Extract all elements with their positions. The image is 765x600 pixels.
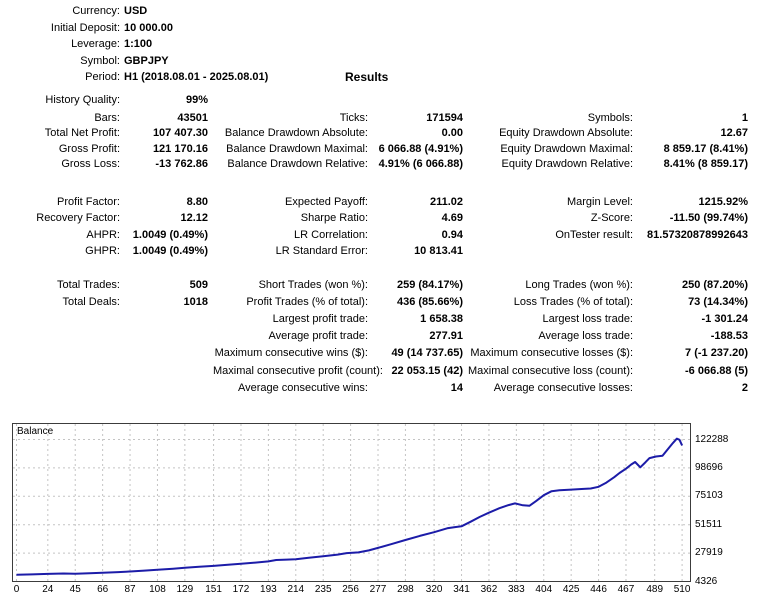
stat-value: 121 170.16 bbox=[152, 142, 208, 155]
chart-plot-border bbox=[13, 424, 691, 582]
stat-value: 73 (14.34%) bbox=[688, 295, 748, 308]
y-axis-tick-label: 98696 bbox=[695, 461, 723, 473]
stat-label: Loss Trades (% of total): bbox=[513, 295, 633, 308]
stat-label: Total Trades: bbox=[57, 278, 120, 291]
x-axis-tick-label: 320 bbox=[425, 584, 443, 595]
x-axis-tick-label: 214 bbox=[287, 584, 305, 595]
stat-value: 6 066.88 (4.91%) bbox=[378, 142, 463, 155]
stat-label: Maximum consecutive losses ($): bbox=[470, 347, 633, 360]
y-axis-tick-label: 27919 bbox=[695, 547, 723, 559]
stat-value: 1.0049 (0.49%) bbox=[132, 228, 208, 241]
stat-label: Leverage: bbox=[71, 38, 120, 51]
stat-value: 8 859.17 (8.41%) bbox=[663, 142, 748, 155]
stat-label: Total Net Profit: bbox=[44, 127, 120, 140]
stat-label: Balance Drawdown Absolute: bbox=[224, 127, 368, 140]
stat-value: 49 (14 737.65) bbox=[391, 347, 463, 360]
x-axis-tick-label: 467 bbox=[617, 584, 635, 595]
stat-value: 8.41% (8 859.17) bbox=[663, 158, 748, 171]
stat-label: Equity Drawdown Maximal: bbox=[500, 142, 633, 155]
stat-value: 436 (85.66%) bbox=[396, 295, 463, 308]
stat-value: 171594 bbox=[426, 111, 463, 124]
x-axis-tick-label: 235 bbox=[314, 584, 332, 595]
stat-label: Ticks: bbox=[339, 111, 368, 124]
stat-label: Short Trades (won %): bbox=[258, 278, 368, 291]
stat-label: Balance Drawdown Relative: bbox=[227, 158, 368, 171]
stat-value: -1 301.24 bbox=[701, 312, 748, 325]
stat-label: History Quality: bbox=[45, 93, 120, 106]
stat-label: OnTester result: bbox=[555, 228, 633, 241]
stat-label: Average consecutive losses: bbox=[493, 381, 633, 394]
x-axis-tick-label: 446 bbox=[590, 584, 607, 595]
stat-label: Profit Trades (% of total): bbox=[246, 295, 368, 308]
stat-value: 99% bbox=[185, 93, 208, 106]
stat-value: 1215.92% bbox=[698, 196, 748, 208]
stat-label: Long Trades (won %): bbox=[525, 278, 633, 291]
y-axis-tick-label: 75103 bbox=[695, 490, 723, 502]
y-axis-tick-label: 4326 bbox=[695, 575, 718, 587]
balance-chart bbox=[12, 423, 691, 582]
stat-label: Maximal consecutive profit (count): bbox=[213, 364, 383, 377]
stat-label: Largest loss trade: bbox=[542, 312, 633, 325]
x-axis-tick-label: 108 bbox=[149, 584, 166, 595]
x-axis-tick-label: 277 bbox=[369, 584, 387, 595]
x-axis-tick-label: 151 bbox=[205, 584, 222, 595]
x-axis-tick-label: 256 bbox=[342, 584, 359, 595]
stat-value: 107 407.30 bbox=[152, 127, 208, 140]
stat-label: Symbol: bbox=[80, 54, 120, 67]
stat-label: GHPR: bbox=[85, 244, 120, 257]
stat-value: 1018 bbox=[183, 295, 208, 308]
x-axis-tick-label: 404 bbox=[535, 584, 553, 595]
stat-value: 10 813.41 bbox=[414, 244, 463, 257]
stat-label: Recovery Factor: bbox=[36, 212, 120, 225]
stat-label: LR Correlation: bbox=[294, 228, 368, 241]
stat-label: Total Deals: bbox=[62, 295, 120, 308]
stat-label: Symbols: bbox=[587, 111, 633, 124]
stat-label: Expected Payoff: bbox=[285, 196, 368, 208]
stat-label: Z-Score: bbox=[590, 212, 633, 225]
stat-label: Bars: bbox=[94, 111, 120, 124]
stat-value: GBPJPY bbox=[124, 54, 169, 67]
x-axis-tick-label: 341 bbox=[453, 584, 470, 595]
x-axis-tick-label: 383 bbox=[508, 584, 525, 595]
stat-value: 211.02 bbox=[429, 196, 463, 208]
stat-value: USD bbox=[124, 5, 148, 17]
stat-value: 8.80 bbox=[186, 196, 208, 208]
stat-label: Period: bbox=[85, 71, 120, 84]
stat-label: Equity Drawdown Relative: bbox=[501, 158, 633, 171]
stat-value: 4.69 bbox=[441, 212, 463, 225]
stat-label: Margin Level: bbox=[566, 196, 633, 208]
stat-label: Initial Deposit: bbox=[50, 21, 120, 34]
stat-label: AHPR: bbox=[86, 228, 120, 241]
stat-label: Gross Profit: bbox=[58, 142, 120, 155]
y-axis-tick-label: 51511 bbox=[695, 518, 723, 530]
stat-value: 1 bbox=[741, 111, 748, 124]
stat-label: LR Standard Error: bbox=[275, 244, 368, 257]
x-axis-tick-label: 489 bbox=[646, 584, 664, 595]
stat-value: -13 762.86 bbox=[155, 158, 208, 171]
x-axis-tick-label: 298 bbox=[397, 584, 414, 595]
stat-label: Largest profit trade: bbox=[272, 312, 368, 325]
stat-value: 0.94 bbox=[441, 228, 463, 241]
stat-value: 12.12 bbox=[180, 212, 208, 225]
x-axis-tick-label: 45 bbox=[69, 584, 81, 595]
stat-value: -11.50 (99.74%) bbox=[669, 212, 748, 225]
x-axis-tick-label: 0 bbox=[13, 584, 20, 595]
x-axis-tick-label: 425 bbox=[562, 584, 580, 595]
stat-label: Sharpe Ratio: bbox=[300, 212, 368, 225]
stat-value: 0.00 bbox=[441, 127, 463, 140]
stat-label: Profit Factor: bbox=[57, 196, 120, 208]
stat-value: 1:100 bbox=[124, 38, 153, 51]
stat-value: 250 (87.20%) bbox=[681, 278, 748, 291]
stat-label: Equity Drawdown Absolute: bbox=[499, 127, 633, 140]
stat-value: 2 bbox=[741, 381, 748, 394]
stat-value: 22 053.15 (42) bbox=[391, 364, 463, 377]
x-axis-tick-label: 66 bbox=[97, 584, 109, 595]
x-axis-tick-label: 172 bbox=[232, 584, 250, 595]
y-axis-tick-label: 122288 bbox=[695, 433, 729, 445]
balance-chart-label: Balance bbox=[17, 426, 54, 437]
stat-value: 14 bbox=[450, 381, 463, 394]
stat-label: Gross Loss: bbox=[61, 158, 120, 171]
x-axis-tick-label: 510 bbox=[673, 584, 691, 595]
x-axis-tick-label: 193 bbox=[260, 584, 277, 595]
stat-label: Maximum consecutive wins ($): bbox=[214, 347, 368, 360]
stat-value: -6 066.88 (5) bbox=[685, 364, 748, 377]
stat-value: 509 bbox=[189, 278, 208, 291]
stat-value: 4.91% (6 066.88) bbox=[378, 158, 463, 171]
stat-label: Maximal consecutive loss (count): bbox=[468, 364, 634, 377]
stat-label: Average profit trade: bbox=[268, 330, 368, 343]
stat-value: 10 000.00 bbox=[124, 21, 173, 34]
stat-label: Balance Drawdown Maximal: bbox=[226, 142, 368, 155]
stat-value: 7 (-1 237.20) bbox=[685, 347, 748, 360]
x-axis-tick-label: 24 bbox=[42, 584, 54, 595]
stat-value: H1 (2018.08.01 - 2025.08.01) bbox=[124, 71, 269, 84]
stat-value: 12.67 bbox=[720, 127, 748, 140]
stat-value: 259 (84.17%) bbox=[396, 278, 463, 291]
stat-value: 277.91 bbox=[429, 330, 463, 343]
results-section-title: Results bbox=[345, 70, 389, 84]
x-axis-tick-label: 362 bbox=[480, 584, 498, 595]
x-axis-tick-label: 129 bbox=[176, 584, 194, 595]
stat-value: 81.57320878992643 bbox=[647, 228, 748, 241]
stat-label: Average consecutive wins: bbox=[237, 381, 368, 394]
x-axis-tick-label: 87 bbox=[124, 584, 136, 595]
stat-label: Average loss trade: bbox=[538, 330, 633, 343]
stat-label: Currency: bbox=[72, 5, 120, 17]
stat-value: 1 658.38 bbox=[420, 312, 463, 325]
stat-value: 1.0049 (0.49%) bbox=[132, 244, 208, 257]
stat-value: 43501 bbox=[177, 111, 208, 124]
stat-value: -188.53 bbox=[710, 330, 748, 343]
